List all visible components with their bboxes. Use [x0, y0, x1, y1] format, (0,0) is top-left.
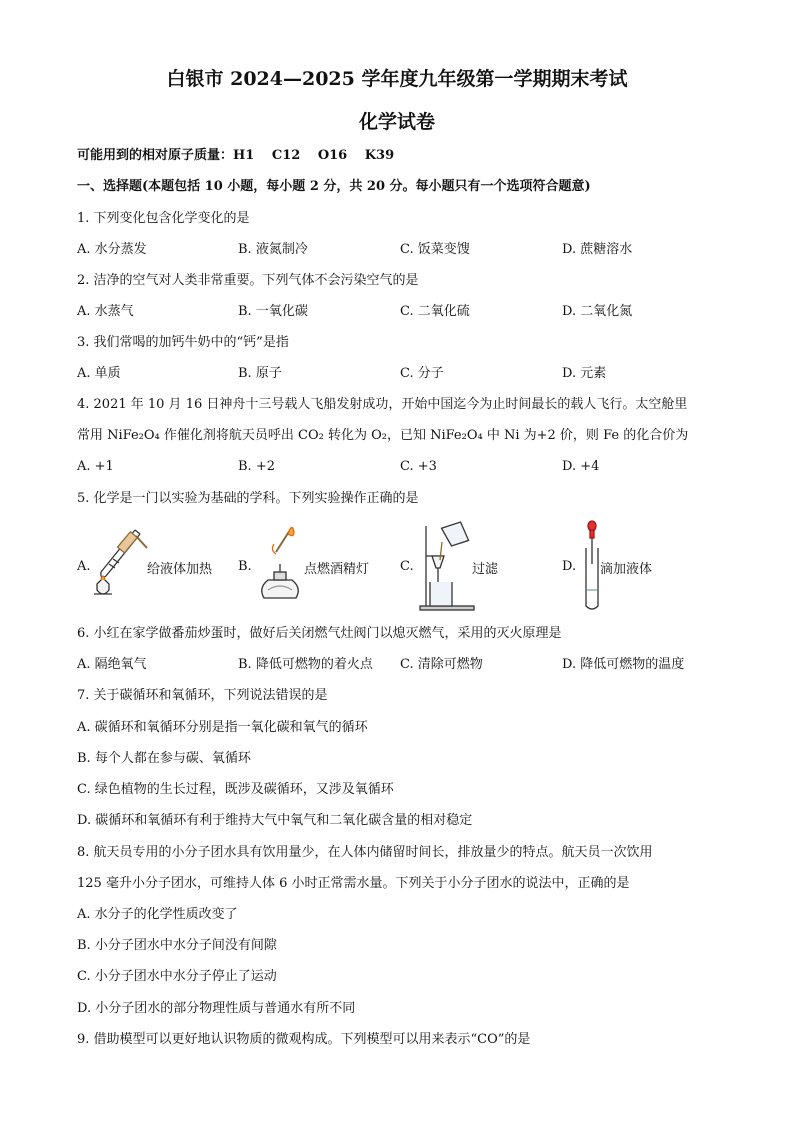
filtration-setup-icon — [416, 520, 478, 612]
q7-option-c: C. 绿色植物的生长过程，既涉及碳循环，又涉及氧循环 — [77, 782, 394, 797]
q7-option-a: A. 碳循环和氧循环分别是指一氧化碳和氧气的循环 — [77, 720, 368, 735]
q5-option-a — [77, 520, 237, 612]
q5-option-c-caption: 过滤 — [472, 562, 499, 577]
q3-option-c: C. 分子 — [400, 366, 444, 381]
q4-option-d: D. +4 — [562, 459, 600, 474]
question-9-stem: 9. 借助模型可以更好地认识物质的微观构成。下列模型可以用来表示“CO”的是 — [77, 1032, 531, 1047]
q3-option-d: D. 元素 — [562, 366, 607, 381]
exam-subtitle: 化学试卷 — [358, 111, 435, 133]
q4-option-b: B. +2 — [238, 459, 275, 474]
question-6-options — [77, 657, 717, 673]
exam-title: 白银市 2024—2025 学年度九年级第一学期期末考试 — [166, 68, 628, 90]
question-8-stem-line-2: 125 毫升小分子团水，可维持人体 6 小时正常需水量。下列关于小分子团水的说法中，正确的是 — [77, 876, 630, 891]
q3-option-b: B. 原子 — [238, 366, 282, 381]
atomic-mass-line: 可能用到的相对原子质量：H1 C12 O16 K39 — [77, 148, 395, 163]
question-6-stem: 6. 小红在家学做番茄炒蛋时，做好后关闭燃气灶阀门以熄灭燃气，采用的灭火原理是 — [77, 626, 562, 641]
q8-option-d: D. 小分子团水的部分物理性质与普通水有所不同 — [77, 1001, 356, 1016]
q3-option-a: A. 单质 — [77, 366, 121, 381]
q5-option-d-caption: 滴加液体 — [600, 562, 653, 577]
q1-option-b: B. 液氮制冷 — [238, 242, 308, 257]
q2-option-b: B. 一氧化碳 — [238, 304, 308, 319]
q6-option-a: A. 隔绝氧气 — [77, 657, 147, 672]
q5-option-b-letter: B. — [238, 559, 252, 574]
question-1-options — [77, 242, 717, 258]
q5-option-c-letter: C. — [400, 559, 414, 574]
q4-option-a: A. +1 — [77, 459, 114, 474]
q6-option-d: D. 降低可燃物的温度 — [562, 657, 685, 672]
question-4-stem-line-2: 常用 NiFe₂O₄ 作催化剂将航天员呼出 CO₂ 转化为 O₂，已知 NiFe₂O₄ 中 Ni 为+2 价，则 Fe 的化合价为 — [77, 428, 689, 443]
q2-option-c: C. 二氧化硫 — [400, 304, 470, 319]
q5-option-a-caption: 给液体加热 — [147, 562, 213, 577]
q1-option-c: C. 饭菜变馊 — [400, 242, 470, 257]
q7-option-b: B. 每个人都在参与碳、氧循环 — [77, 751, 251, 766]
question-2-stem: 2. 洁净的空气对人类非常重要。下列气体不会污染空气的是 — [77, 273, 419, 288]
heating-test-tube-icon — [91, 520, 149, 600]
q5-option-b-caption: 点燃酒精灯 — [304, 562, 370, 577]
question-5-stem: 5. 化学是一门以实验为基础的学科。下列实验操作正确的是 — [77, 491, 419, 506]
q1-option-d: D. 蔗糖溶水 — [562, 242, 633, 257]
q5-option-b — [238, 520, 398, 612]
q8-option-a: A. 水分子的化学性质改变了 — [77, 907, 238, 922]
question-1-stem: 1. 下列变化包含化学变化的是 — [77, 211, 250, 226]
q8-option-c: C. 小分子团水中水分子停止了运动 — [77, 969, 277, 984]
question-7-stem: 7. 关于碳循环和氧循环，下列说法错误的是 — [77, 688, 328, 703]
q2-option-a: A. 水蒸气 — [77, 304, 134, 319]
question-4-options — [77, 459, 717, 475]
question-3-stem: 3. 我们常喝的加钙牛奶中的“钙”是指 — [77, 335, 289, 350]
question-8-stem-line-1: 8. 航天员专用的小分子团水具有饮用量少，在人体内储留时间长，排放量少的特点。航天员一次饮用 — [77, 845, 653, 860]
q6-option-c: C. 清除可燃物 — [400, 657, 483, 672]
q5-option-d-letter: D. — [562, 559, 577, 574]
q2-option-d: D. 二氧化氮 — [562, 304, 633, 319]
question-2-options — [77, 304, 717, 320]
section-heading: 一、选择题(本题包括 10 小题，每小题 2 分，共 20 分。每小题只有一个选项符合题意) — [77, 179, 591, 194]
q4-option-c: C. +3 — [400, 459, 437, 474]
q1-option-a: A. 水分蒸发 — [77, 242, 147, 257]
q5-option-d — [562, 520, 722, 612]
q5-option-a-letter: A. — [77, 559, 91, 574]
question-3-options — [77, 366, 717, 382]
question-4-stem-line-1: 4. 2021 年 10 月 16 日神舟十三号载人飞船发射成功，开始中国迄今为止时间最长的载人飞行。太空舱里 — [77, 397, 688, 412]
q5-option-c — [400, 520, 560, 612]
q7-option-d: D. 碳循环和氧循环有利于维持大气中氧气和二氧化碳含量的相对稳定 — [77, 813, 473, 828]
q6-option-b: B. 降低可燃物的着火点 — [238, 657, 373, 672]
q8-option-b: B. 小分子团水中水分子间没有间隙 — [77, 938, 277, 953]
lighting-alcohol-lamp-icon — [256, 520, 306, 600]
